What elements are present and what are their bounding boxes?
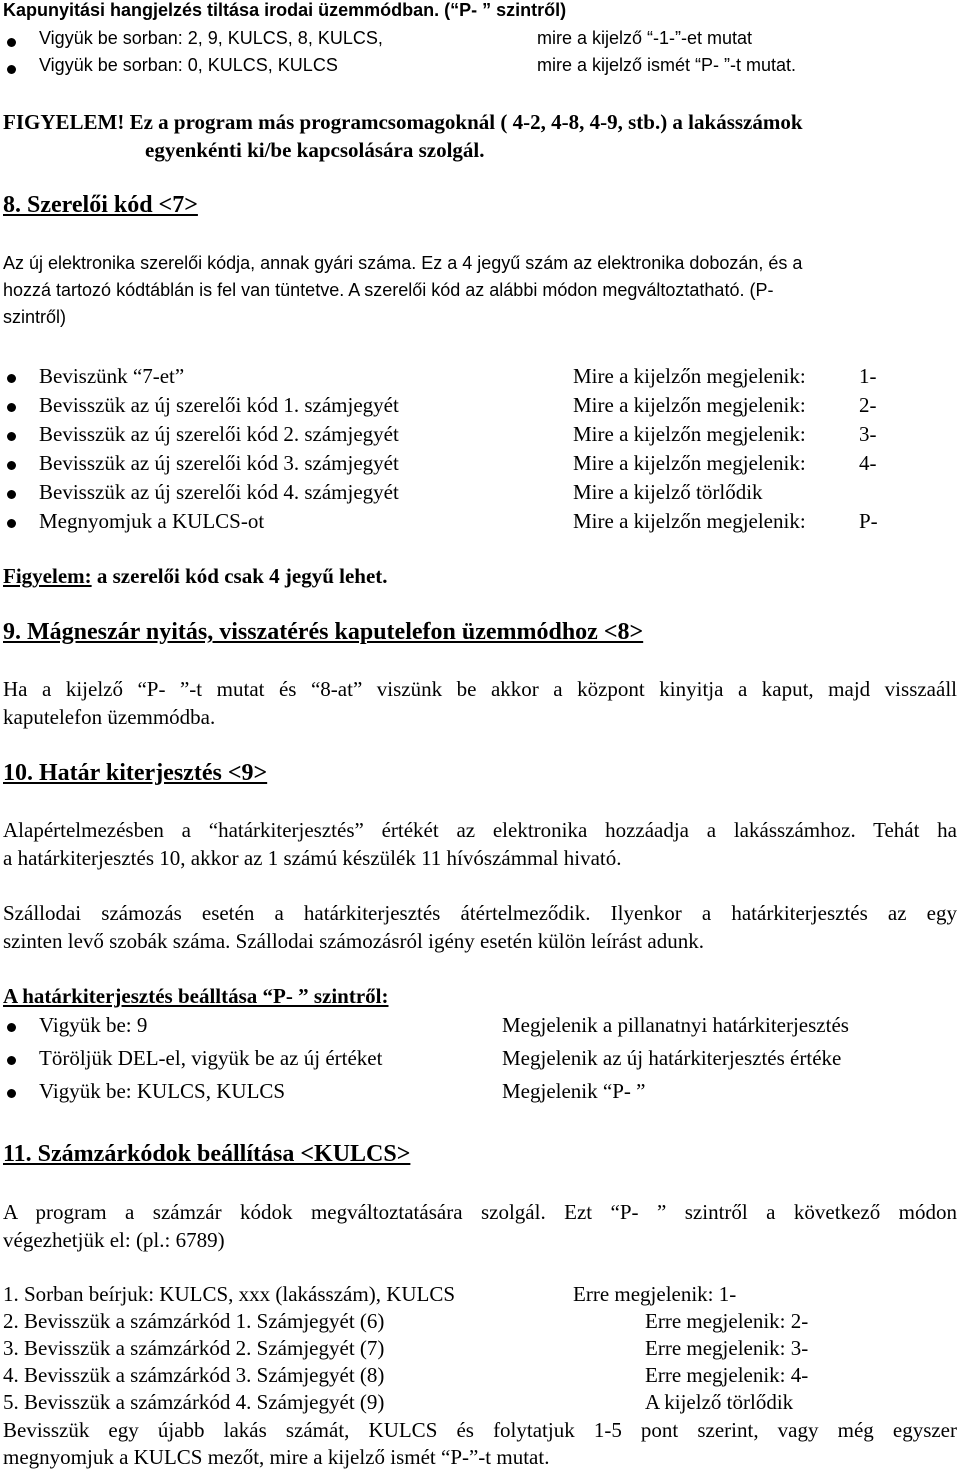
list-item-left: Vigyük be: KULCS, KULCS (39, 1079, 286, 1103)
list-item-right: Mire a kijelzőn megjelenik: (573, 422, 806, 446)
list-item-left: Vigyük be sorban: 2, 9, KULCS, 8, KULCS, (39, 28, 383, 48)
setting-title-text: A határkiterjesztés beálltása “P- ” szintről: (3, 984, 389, 1008)
bullet-icon (7, 1089, 16, 1098)
list-item-right: Mire a kijelző törlődik (573, 480, 763, 504)
list-item-left: Beviszünk “7-et” (39, 364, 185, 388)
bullet-icon (7, 374, 16, 383)
note (3, 564, 388, 589)
step-left: 2. Bevisszük a számzárkód 1. Számjegyét (6) (3, 1309, 385, 1333)
list-item-right: mire a kijelző ismét “P- ”-t mutat. (537, 55, 797, 75)
paragraph-line: Szállodai számozás esetén a határkiterjesztés átértelmeződik. Ilyenkor a határkiterjesztés az egy (3, 901, 957, 925)
paragraph-line: Ha a kijelző “P- ”-t mutat és “8-at” viszünk be akkor a központ kinyitja a kaput, majd visszaáll (3, 677, 957, 701)
paragraph-line: végezhetjük el: (pl.: 6789) (3, 1228, 225, 1252)
note-text: a szerelői kód csak 4 jegyű lehet. (91, 564, 388, 588)
list-item-left: Vigyük be sorban: 0, KULCS, KULCS (39, 55, 338, 75)
paragraph-line: megnyomjuk a KULCS mezőt, mire a kijelző ismét “P-”-t mutat. (3, 1445, 550, 1469)
paragraph-line: A program a számzár kódok megváltoztatására szolgál. Ezt “P- ” szintről a következő módon (3, 1200, 957, 1224)
paragraph-line: kaputelefon üzemmódba. (3, 705, 216, 729)
step-left: 5. Bevisszük a számzárkód 4. Számjegyét (9) (3, 1390, 385, 1414)
list-item-left: Bevisszük az új szerelői kód 1. számjegyét (39, 393, 399, 417)
section-title: Kapunyitási hangjelzés tiltása irodai üzemmódban. (“P- ” szintről) (3, 0, 567, 20)
list-item-right: mire a kijelző “-1-”-et mutat (537, 28, 753, 48)
step-right: Erre megjelenik: 1- (573, 1282, 737, 1306)
bullet-icon (7, 1023, 16, 1032)
list-item-value: 1- (859, 364, 877, 388)
bullet-icon (7, 65, 16, 74)
step-right: Erre megjelenik: 3- (645, 1336, 809, 1360)
bullet-icon (7, 38, 16, 47)
list-item-left: Töröljük DEL-el, vigyük be az új értéket (39, 1046, 383, 1070)
list-item-value: P- (859, 509, 878, 533)
list-item-left: Bevisszük az új szerelői kód 4. számjegyét (39, 480, 399, 504)
paragraph-line: a határkiterjesztés 10, akkor az 1 számú készülék 11 hívószámmal hivató. (3, 846, 622, 870)
list-item-left: Bevisszük az új szerelői kód 3. számjegyét (39, 451, 399, 475)
list-item-right: Megjelenik “P- ” (502, 1079, 646, 1103)
note-label: Figyelem: (3, 564, 92, 588)
section-heading: 9. Mágneszár nyitás, visszatérés kaputelefon üzemmódhoz <8> (3, 619, 644, 645)
step-left: 1. Sorban beírjuk: KULCS, xxx (lakásszám), KULCS (3, 1282, 456, 1306)
bullet-icon (7, 1056, 16, 1065)
list-item-right: Mire a kijelzőn megjelenik: (573, 364, 806, 388)
paragraph-line: hozzá tartozó kódtáblán is fel van tüntetve. A szerelői kód az alábbi módon megváltoztatható. (P- (3, 280, 774, 300)
warning-text: egyenkénti ki/be kapcsolására szolgál. (145, 138, 485, 162)
bullet-icon (7, 519, 16, 528)
paragraph-line: Alapértelmezésben a “határkiterjesztés” értékét az elektronika hozzáadja a lakásszámhoz. Tehát ha (3, 818, 957, 842)
setting-title (3, 984, 389, 1009)
bullet-icon (7, 432, 16, 441)
section-heading: 11. Számzárkódok beállítása <KULCS> (3, 1141, 411, 1167)
section-heading: 10. Határ kiterjesztés <9> (3, 760, 268, 786)
bullet-icon (7, 403, 16, 412)
list-item-right: Mire a kijelzőn megjelenik: (573, 451, 806, 475)
step-left: 4. Bevisszük a számzárkód 3. Számjegyét (8) (3, 1363, 385, 1387)
list-item-left: Bevisszük az új szerelői kód 2. számjegyét (39, 422, 399, 446)
list-item-right: Mire a kijelzőn megjelenik: (573, 509, 806, 533)
step-right: Erre megjelenik: 4- (645, 1363, 809, 1387)
list-item-left: Vigyük be: 9 (39, 1013, 148, 1037)
list-item-value: 4- (859, 451, 877, 475)
list-item-left: Megnyomjuk a KULCS-ot (39, 509, 265, 533)
paragraph-line: szinten levő szobák száma. Szállodai számozásról igény esetén külön leírást adunk. (3, 929, 704, 953)
bullet-icon (7, 461, 16, 470)
step-right: A kijelző törlődik (645, 1390, 794, 1414)
list-item-right: Megjelenik az új határkiterjesztés értéke (502, 1046, 842, 1070)
step-right: Erre megjelenik: 2- (645, 1309, 809, 1333)
paragraph-line: Az új elektronika szerelői kódja, annak gyári száma. Ez a 4 jegyű szám az elektronika dobozán, és a (3, 253, 803, 273)
section-heading: 8. Szerelői kód <7> (3, 192, 198, 218)
list-item-value: 2- (859, 393, 877, 417)
list-item-right: Megjelenik a pillanatnyi határkiterjesztés (502, 1013, 849, 1037)
paragraph-line: Bevisszük egy újabb lakás számát, KULCS és folytatjuk 1-5 pont szerint, vagy még egyszer (3, 1418, 957, 1442)
paragraph-line: szintről) (3, 307, 67, 327)
list-item-value: 3- (859, 422, 877, 446)
list-item-right: Mire a kijelzőn megjelenik: (573, 393, 806, 417)
step-left: 3. Bevisszük a számzárkód 2. Számjegyét (7) (3, 1336, 385, 1360)
bullet-icon (7, 490, 16, 499)
warning-text: FIGYELEM! Ez a program más programcsomagoknál ( 4-2, 4-8, 4-9, stb.) a lakásszámok (3, 110, 803, 134)
